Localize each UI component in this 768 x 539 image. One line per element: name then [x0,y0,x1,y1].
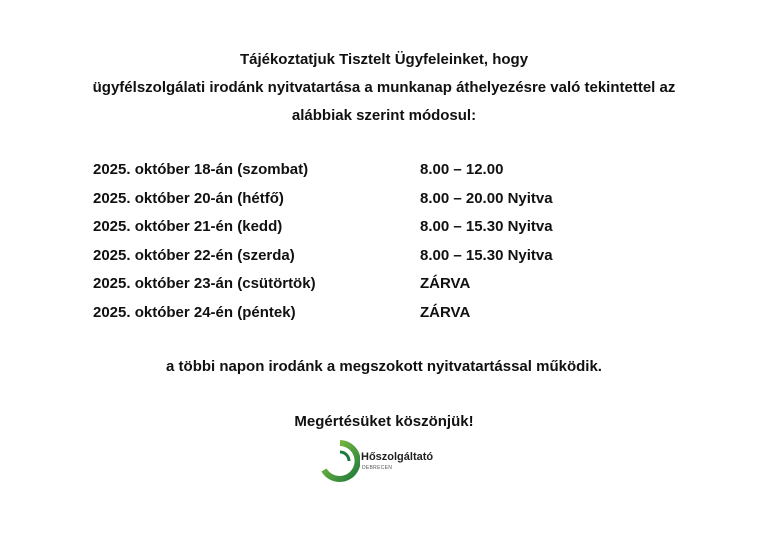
opening-hours-schedule [93,156,693,328]
intro-line-1: Tájékoztatjuk Tisztelt Ügyfeleinket, hogy [239,51,529,68]
schedule-date: 2025. október 18-án (szombat) [93,161,309,178]
schedule-row [93,270,693,299]
logo-name: Hőszolgáltató [361,451,434,463]
schedule-hours: 8.00 – 15.30 Nyitva [420,246,553,264]
schedule-row [93,242,693,271]
schedule-hours: ZÁRVA [420,303,471,321]
logo-subtitle: DEBRECEN [362,465,393,471]
schedule-row [93,185,693,214]
schedule-hours: 8.00 – 12.00 [420,161,504,178]
company-logo [320,440,460,482]
schedule-hours: 8.00 – 15.30 Nyitva [420,218,553,236]
schedule-date: 2025. október 22-én (szerda) [93,246,295,264]
thanks-message: Megértésüket köszönjük! [294,413,474,430]
intro-line-3: alábbiak szerint módosul: [291,107,477,124]
regular-hours-note: a többi napon irodánk a megszokott nyitvatartással működik. [166,358,602,375]
schedule-row [93,213,693,242]
schedule-row [93,156,693,185]
schedule-date: 2025. október 24-én (péntek) [93,303,296,321]
intro-paragraph [0,46,768,130]
schedule-hours: 8.00 – 20.00 Nyitva [420,189,553,207]
schedule-hours: ZÁRVA [420,275,471,293]
schedule-date: 2025. október 21-én (kedd) [93,218,283,236]
schedule-row [93,299,693,328]
logo-mark-icon [320,440,360,482]
schedule-date: 2025. október 23-án (csütörtök) [93,275,316,293]
schedule-date: 2025. október 20-án (hétfő) [93,189,284,207]
intro-line-2: ügyfélszolgálati irodánk nyitvatartása a munkanap áthelyezésre való tekintettel az [92,79,676,96]
